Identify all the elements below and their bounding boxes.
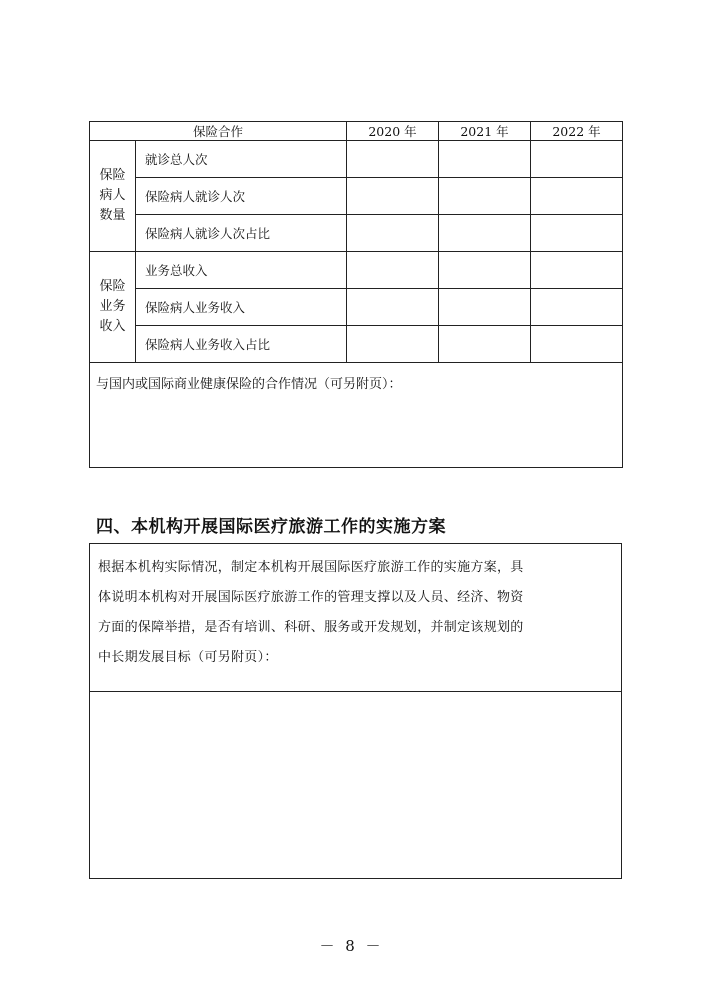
value-cell[interactable] — [439, 326, 531, 363]
table-row — [90, 326, 623, 363]
value-cell[interactable] — [439, 215, 531, 252]
value-cell[interactable] — [347, 252, 439, 289]
value-cell[interactable] — [347, 326, 439, 363]
value-cell[interactable] — [347, 215, 439, 252]
table-row — [90, 289, 623, 326]
cooperation-cell[interactable] — [90, 363, 623, 468]
value-cell[interactable] — [531, 289, 623, 326]
value-cell[interactable] — [347, 289, 439, 326]
item-label: 就诊总人次 — [136, 141, 347, 178]
category-line: 收入 — [99, 319, 126, 334]
category-line: 保险 — [99, 279, 126, 294]
table-row — [90, 252, 623, 289]
value-cell[interactable] — [531, 326, 623, 363]
category-business-income — [90, 252, 136, 363]
table-row — [90, 141, 623, 178]
category-patient-count — [90, 141, 136, 252]
value-cell[interactable] — [347, 178, 439, 215]
header-year-2022: 2022 年 — [531, 122, 623, 141]
insurance-cooperation-table — [89, 121, 623, 468]
table-header-row — [90, 122, 623, 141]
value-cell[interactable] — [439, 252, 531, 289]
item-label: 业务总收入 — [136, 252, 347, 289]
table-row — [90, 215, 623, 252]
value-cell[interactable] — [439, 289, 531, 326]
category-line: 数量 — [99, 208, 126, 223]
header-title: 保险合作 — [90, 122, 347, 141]
value-cell[interactable] — [439, 141, 531, 178]
category-line: 病人 — [99, 188, 126, 203]
section-title: 四、本机构开展国际医疗旅游工作的实施方案 — [96, 517, 446, 537]
category-line: 业务 — [99, 299, 126, 314]
description-line: 中长期发展目标（可另附页）： — [98, 650, 278, 665]
table-row — [90, 178, 623, 215]
header-year-2021: 2021 年 — [439, 122, 531, 141]
page-number: － 8 － — [319, 937, 384, 955]
item-label: 保险病人业务收入占比 — [136, 326, 347, 363]
description-line: 体说明本机构对开展国际医疗旅游工作的管理支撑以及人员、经济、物资 — [98, 590, 524, 605]
description-line: 根据本机构实际情况，制定本机构开展国际医疗旅游工作的实施方案，具 — [98, 560, 524, 575]
value-cell[interactable] — [531, 141, 623, 178]
header-year-2020: 2020 年 — [347, 122, 439, 141]
item-label: 保险病人就诊人次占比 — [136, 215, 347, 252]
implementation-plan-box — [89, 543, 622, 879]
description-line: 方面的保障举措，是否有培训、科研、服务或开发规划，并制定该规划的 — [98, 620, 524, 635]
item-label: 保险病人就诊人次 — [136, 178, 347, 215]
value-cell[interactable] — [347, 141, 439, 178]
value-cell[interactable] — [531, 252, 623, 289]
category-line: 保险 — [99, 168, 126, 183]
cooperation-label: 与国内或国际商业健康保险的合作情况（可另附页）： — [96, 377, 402, 392]
value-cell[interactable] — [439, 178, 531, 215]
value-cell[interactable] — [531, 178, 623, 215]
plan-description — [90, 544, 621, 692]
item-label: 保险病人业务收入 — [136, 289, 347, 326]
value-cell[interactable] — [531, 215, 623, 252]
cooperation-row — [90, 363, 623, 468]
